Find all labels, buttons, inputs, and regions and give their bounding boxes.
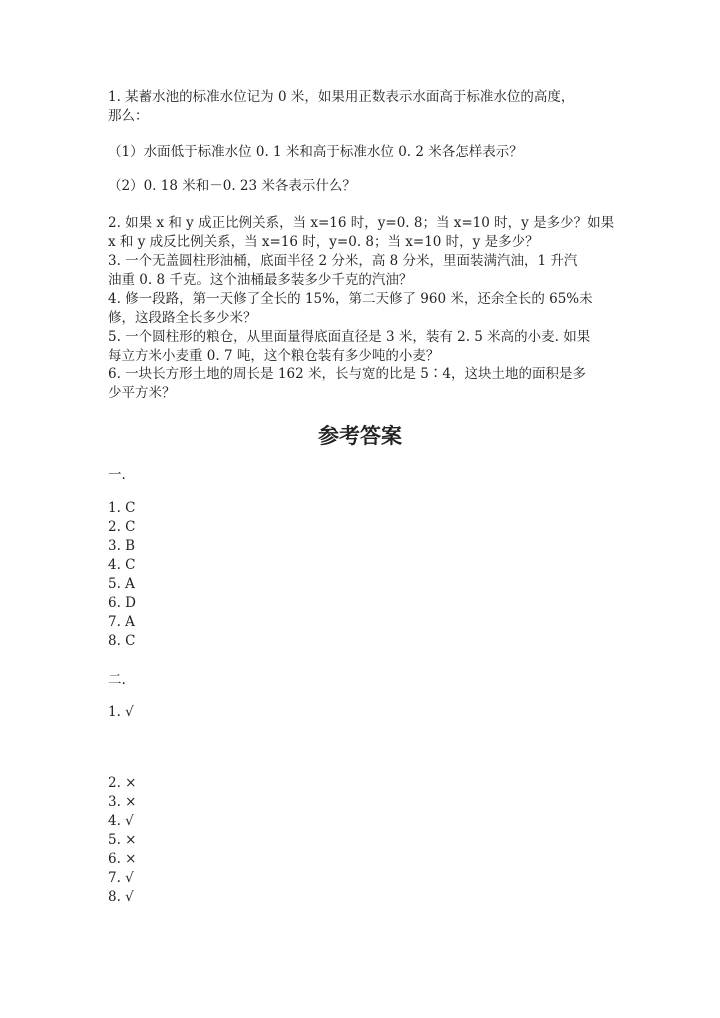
question-line: 那么： <box>108 108 149 124</box>
question-line: 5. 一个圆柱形的粮仓，从里面量得底面直径是 3 米，装有 2. 5 米高的小麦. 如果 <box>108 329 591 345</box>
answer-item: 4. C <box>108 557 136 573</box>
answer-item: 2. × <box>108 775 137 791</box>
question-line: 每立方米小麦重 0. 7 吨，这个粮仓装有多少吨的小麦？ <box>108 348 440 364</box>
question-line: 油重 0. 8 千克。这个油桶最多装多少千克的汽油？ <box>108 272 413 288</box>
question-line: （1）水面低于标准水位 0. 1 米和高于标准水位 0. 2 米各怎样表示？ <box>108 144 523 160</box>
answer-item: 6. D <box>108 595 136 611</box>
question-line: （2）0. 18 米和－0. 23 米各表示什么？ <box>108 178 356 194</box>
question-line: 4. 修一段路，第一天修了全长的 15%，第二天修了 960 米，还余全长的 65%未 <box>108 291 593 307</box>
question-line: 2. 如果 x 和 y 成正比例关系，当 x=16 时，y=0. 8；当 x=10 时，y 是多少？如果 <box>108 215 615 231</box>
answer-item: 8. C <box>108 633 136 649</box>
question-line: 修，这段路全长多少米？ <box>108 310 257 326</box>
question-line: x 和 y 成反比例关系，当 x=16 时，y=0. 8；当 x=10 时，y 是多少？ <box>108 234 539 250</box>
question-line: 3. 一个无盖圆柱形油桶，底面半径 2 分米，高 8 分米，里面装满汽油，1 升汽 <box>108 253 578 269</box>
answer-item: 8. √ <box>108 889 134 905</box>
question-line: 少平方米？ <box>108 385 176 401</box>
answer-item: 2. C <box>108 519 136 535</box>
answer-item: 3. B <box>108 538 136 554</box>
answers-title: 参考答案 <box>318 424 402 448</box>
answer-item: 7. A <box>108 614 135 630</box>
answer-item: 1. √ <box>108 704 134 720</box>
section-heading: 一. <box>108 467 126 483</box>
answer-item: 1. C <box>108 500 136 516</box>
answer-item: 3. × <box>108 794 137 810</box>
question-line: 1. 某蓄水池的标准水位记为 0 米，如果用正数表示水面高于标准水位的高度， <box>108 89 575 105</box>
answer-item: 5. A <box>108 576 135 592</box>
answer-item: 5. × <box>108 832 137 848</box>
question-line: 6. 一块长方形土地的周长是 162 米，长与宽的比是 5∶4，这块土地的面积是多 <box>108 366 586 382</box>
answer-item: 6. × <box>108 851 137 867</box>
section-heading: 二. <box>108 672 126 688</box>
answer-item: 4. √ <box>108 813 134 829</box>
answer-item: 7. √ <box>108 870 134 886</box>
